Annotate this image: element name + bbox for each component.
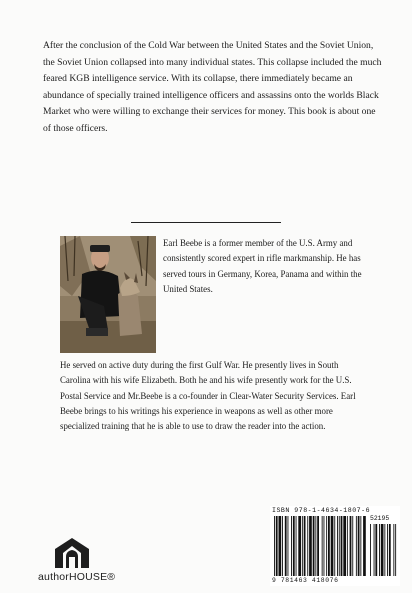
barcode <box>272 516 398 578</box>
publisher-logo <box>38 537 120 587</box>
authorhouse-house-icon <box>52 537 92 569</box>
author-bio-beside-photo: Earl Beebe is a former member of the U.S. Army and consistently scored expert in rifle markmanship. He has served tours in Germany, Korea, Panama and within the United States. <box>163 238 362 294</box>
isbn-barcode-block <box>270 506 400 586</box>
barcode-number: 9 781463 418076 <box>272 577 400 584</box>
back-cover-blurb: After the conclusion of the Cold War between the United States and the Soviet Union, the Soviet Union collapsed into many individual states. This collapse included the much feared KGB intelligence service. With its collapse, there immediately became an abundance of specially trained intelligence officers and assassins onto the worlds Black Market who were willing to exchange their services for money. This book is about one of those officers. <box>43 40 382 134</box>
price-code: 52195 <box>370 515 390 522</box>
author-photo <box>60 236 156 353</box>
publisher-name: authorHOUSE® <box>38 571 116 583</box>
isbn-label: ISBN 978-1-4634-1807-6 <box>272 507 371 514</box>
author-bio-continued: He served on active duty during the first Gulf War. He presently lives in South Carolina with his wife Elizabeth. Both he and his wife presently work for the U.S. Postal Service and Mr.Beebe is a co-founder in Clear-Water Security Services. Earl Beebe brings to his writings his experience in weapons as well as other more specialized training that he is able to use to draw the reader into the action. <box>60 360 356 432</box>
divider-rule <box>131 222 281 223</box>
